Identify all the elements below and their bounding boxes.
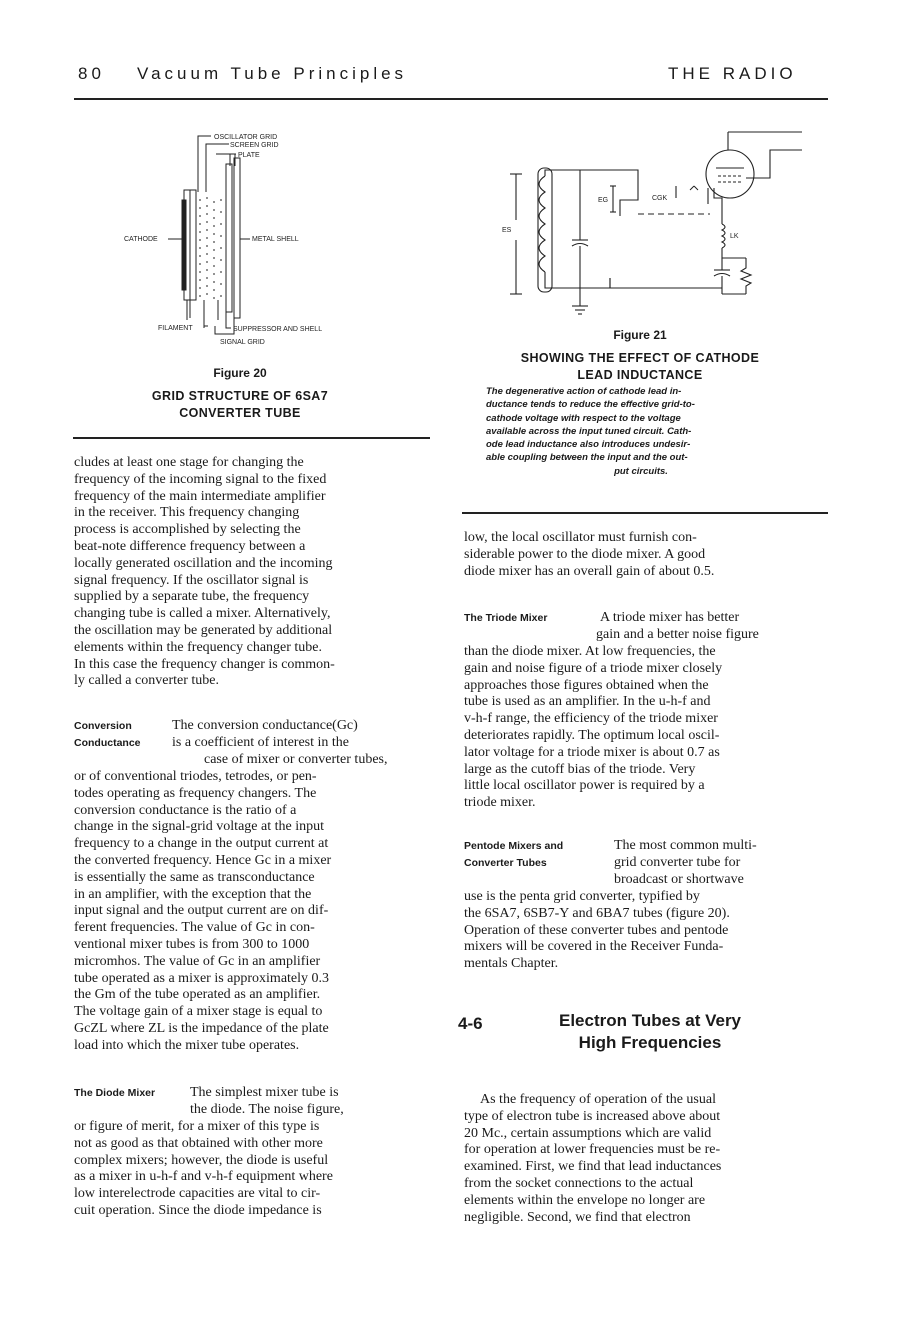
label-screen-grid: SCREEN GRID	[230, 142, 279, 149]
conversion-indented: The conversion conductance(Gc) is a coefficient of interest in the case of mixer or converter tubes,	[172, 718, 388, 767]
label-plate: PLATE	[238, 152, 260, 159]
figure-21-number: Figure 21	[613, 328, 667, 342]
triode-side-heading: The Triode Mixer	[464, 612, 548, 624]
label-metal-shell: METAL SHELL	[252, 236, 299, 243]
vhf-body: As the frequency of operation of the usual type of electron tube is increased above about 20 Mc., certain assumptions which are valid for operation at lower frequencies must be re- examined. First, we find that lead inductances from the socket connections to the actual elements within the envelope no longer are negligible. Second, we find that electron	[464, 1092, 722, 1225]
running-title: Vacuum Tube Principles	[137, 64, 408, 83]
label-cathode: CATHODE	[124, 236, 158, 243]
diode-indented: The simplest mixer tube is the diode. The noise figure,	[190, 1085, 344, 1117]
figure-21-rule	[462, 512, 828, 514]
triode-first-line: A triode mixer has better	[600, 610, 740, 625]
figure-20-title-2: CONVERTER TUBE	[179, 406, 301, 420]
pentode-side-heading: Pentode Mixers and Converter Tubes	[464, 840, 564, 869]
label-es: ES	[502, 227, 512, 234]
diode-body: or figure of merit, for a mixer of this type is not as good as that obtained with other more complex mixers; however, the diode is useful as a mixer in u-h-f and v-h-f equipment where low interelectrode capacities are vital to cir- cuit operation. Since the diode impedance is	[74, 1119, 333, 1218]
label-filament: FILAMENT	[158, 325, 193, 332]
conversion-side-heading: Conversion Conductance	[74, 720, 141, 749]
pentode-body: use is the penta grid converter, typified by the 6SA7, 6SB7-Y and 6BA7 tubes (figure 20). Operation of these converter tubes and pentode mixers will be covered in the Receiver Funda- mentals Chapter.	[464, 889, 730, 972]
page-number: 80	[78, 64, 105, 83]
label-eg: EG	[598, 197, 609, 204]
figure-21-title-1: SHOWING THE EFFECT OF CATHODE	[520, 351, 760, 365]
triode-body: than the diode mixer. At low frequencies, the gain and noise figure of a triode mixer closely approaches those figures obtained when the tube is used as an amplifier. In the u-h-f and v-h-f range, the efficiency of the triode mixer deteriorates rapidly. The optimum local oscil- lator voltage for a triode mixer is about 0.7 as large as the cutoff bias of the triode. Very little local oscillator power is required by a triode mixer.	[464, 644, 723, 811]
label-signal-grid: SIGNAL GRID	[220, 339, 265, 346]
figure-21-diagram	[500, 128, 802, 324]
figure-20-diagram	[118, 128, 380, 350]
section-title: Electron Tubes at Very High Frequencies	[558, 1011, 742, 1052]
section-number: 4-6	[458, 1014, 483, 1033]
figure-21-title-2: LEAD INDUCTANCE	[577, 368, 703, 382]
conversion-body: or of conventional triodes, tetrodes, or pen- todes operating as frequency changers. The conversion conductance is the ratio of a change in the signal-grid voltage at the input frequency to a change in the output current at the converted frequency. Hence Gc in a mixer is essentially the same as transconductance in an amplifier, with the exception that the input signal and the output current are on dif- ferent frequencies. The value of Gc in con- ventional mixer tubes is from 300 to 1000 micromhos. The value of Gc in an amplifier tube operated as a mixer is approximately 0.3 the Gm of the tube operated as an amplifier. The voltage gain of a mixer stage is equal to GcZL where ZL is the impedance of the plate load into which the mixer tube operates.	[74, 769, 332, 1053]
figure-20-rule	[73, 437, 430, 439]
left-intro: cludes at least one stage for changing the frequency of the incoming signal to the fixed frequency of the main intermediate amplifier in the receiver. This frequency changing process is accomplished by selecting the beat-note difference frequency between a locally generated oscillation and the incoming signal frequency. If the oscillator signal is supplied by a separate tube, the frequency changing tube is called a mixer. Alternatively, the oscillation may be generated by additional elements within the frequency changer tube. In this case the frequency changer is common- ly called a converter tube.	[74, 455, 335, 689]
diode-continued: low, the local oscillator must furnish con- siderable power to the diode mixer. A good diode mixer has an overall gain of about 0.5.	[464, 530, 715, 579]
label-suppressor: SUPPRESSOR AND SHELL	[233, 326, 323, 333]
label-lk: LK	[730, 233, 739, 240]
triode-indented: gain and a better noise figure	[596, 627, 759, 642]
pentode-indented: The most common multi- grid converter tube for broadcast or shortwave	[614, 838, 757, 887]
label-oscillator-grid: OSCILLATOR GRID	[214, 134, 278, 141]
diode-side-heading: The Diode Mixer	[74, 1087, 156, 1099]
figure-21-caption: The degenerative action of cathode lead in- ductance tends to reduce the effective grid-to- cathode voltage with respect to the voltage available across the input tuned circuit. Cath- ode lead inductance also introduces undesir- able coupling between the input and the out- put circuits.	[486, 386, 695, 477]
header-rule	[74, 98, 828, 100]
label-cgk: CGK	[652, 195, 668, 202]
book-title: THE RADIO	[668, 64, 797, 83]
figure-20-number: Figure 20	[213, 366, 267, 380]
figure-20-title-1: GRID STRUCTURE OF 6SA7	[151, 389, 329, 403]
